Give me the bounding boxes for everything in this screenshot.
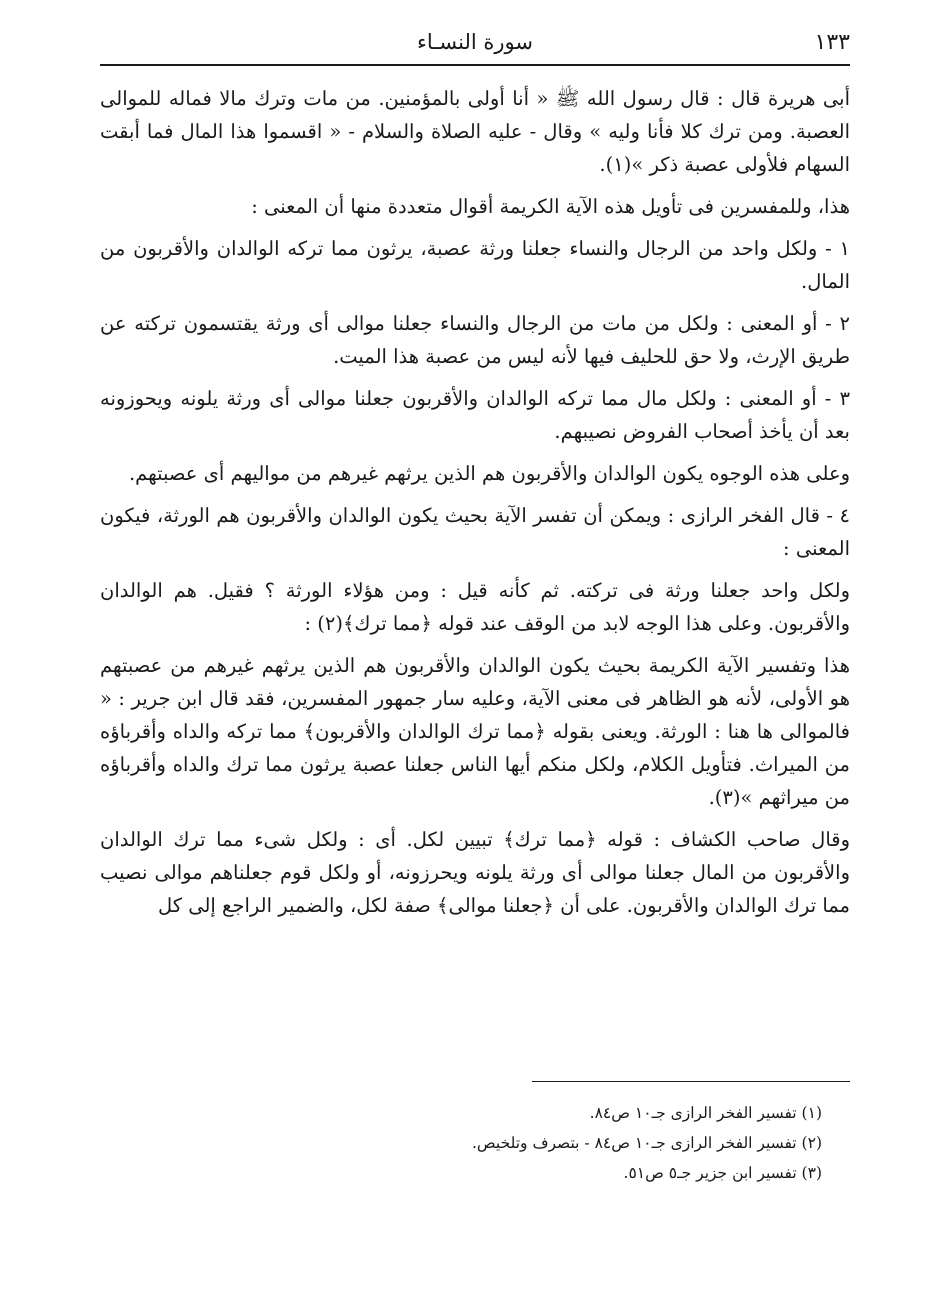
paragraph: ٣ - أو المعنى : ولكل مال مما تركه الوالدان والأقربون جعلنا موالى أى ورثة يلونه ويحوزونه بعد أن يأخذ أصحاب الفروض نصيبهم. <box>100 387 850 443</box>
paragraph: وقال صاحب الكشاف : قوله ﴿مما ترك﴾ تبيين لكل. أى : ولكل شىء مما ترك الوالدان والأقربون من المال جعلنا موالى أى ورثة يلونه ويحرزونه، أو ولكل قوم جعلناهم موالى نصيب مما ترك الوالدان والأقربون. على أن ﴿جعلنا موالى﴾ صفة لكل، والضمير الراجع إلى كل <box>100 828 850 917</box>
paragraph: ولكل واحد جعلنا ورثة فى تركته. ثم كأنه قيل : ومن هؤلاء الورثة ؟ فقيل. هم الوالدان والأقربون. وعلى هذا الوجه لابد من الوقف عند قوله ﴿مما ترك﴾(٢) : <box>100 579 850 635</box>
footnote-divider <box>532 1081 850 1082</box>
main-text <box>100 82 850 931</box>
surah-title: سورة النسـاء <box>417 30 533 54</box>
page-header <box>100 28 850 66</box>
paragraph: وعلى هذه الوجوه يكون الوالدان والأقربون هم الذين يرثهم غيرهم من مواليهم أى عصبتهم. <box>128 462 850 485</box>
footnote: (٢) تفسير الفخر الرازى جـ١٠ ص٨٤ - بتصرف وتلخيص. <box>471 1134 822 1152</box>
paragraph: ٢ - أو المعنى : ولكل من مات من الرجال والنساء جعلنا موالى أى ورثة يقتسمون تركته عن طريق الإرث، ولا حق للحليف فيها لأنه ليس من عصبة هذا الميت. <box>100 312 850 368</box>
footnotes <box>100 1098 822 1188</box>
footnote: (٣) تفسير ابن جزير جـ٥ ص٥١. <box>623 1164 822 1182</box>
paragraph: هذا وتفسير الآية الكريمة بحيث يكون الوالدان والأقربون هم الذين يرثهم غيرهم من عصبتهم هو الأولى، لأنه هو الظاهر فى معنى الآية، وعليه سار جمهور المفسرين، فقد قال ابن جرير : « فالموالى ها هنا : الورثة. ويعنى بقوله ﴿مما ترك الوالدان والأقربون﴾ مما تركه والداه وأقرباؤه من الميراث. فتأويل الكلام، ولكل منكم أيها الناس جعلنا عصبة يرثون مما ترك والداه وأقرباؤه من ميراثهم »(٣). <box>100 654 850 809</box>
paragraph: هذا، وللمفسرين فى تأويل هذه الآية الكريمة أقوال متعددة منها أن المعنى : <box>251 195 850 218</box>
paragraph: أبى هريرة قال : قال رسول الله ﷺ « أنا أولى بالمؤمنين. من مات وترك مالا فماله للموالى العصبة. ومن ترك كلا فأنا وليه » وقال - عليه الصلاة والسلام - « اقسموا هذا المال فما أبقت السهام فلأولى عصبة ذكر »(١). <box>100 87 850 176</box>
paragraph: ١ - ولكل واحد من الرجال والنساء جعلنا ورثة عصبة، يرثون مما تركه الوالدان والأقربون من المال. <box>100 237 850 293</box>
footnote: (١) تفسير الفخر الرازى جـ١٠ ص٨٤. <box>589 1104 822 1122</box>
page-number: ١٣٣ <box>814 30 850 55</box>
paragraph: ٤ - قال الفخر الرازى : ويمكن أن تفسر الآية بحيث يكون الوالدان والأقربون هم الورثة، فيكون المعنى : <box>100 504 850 560</box>
